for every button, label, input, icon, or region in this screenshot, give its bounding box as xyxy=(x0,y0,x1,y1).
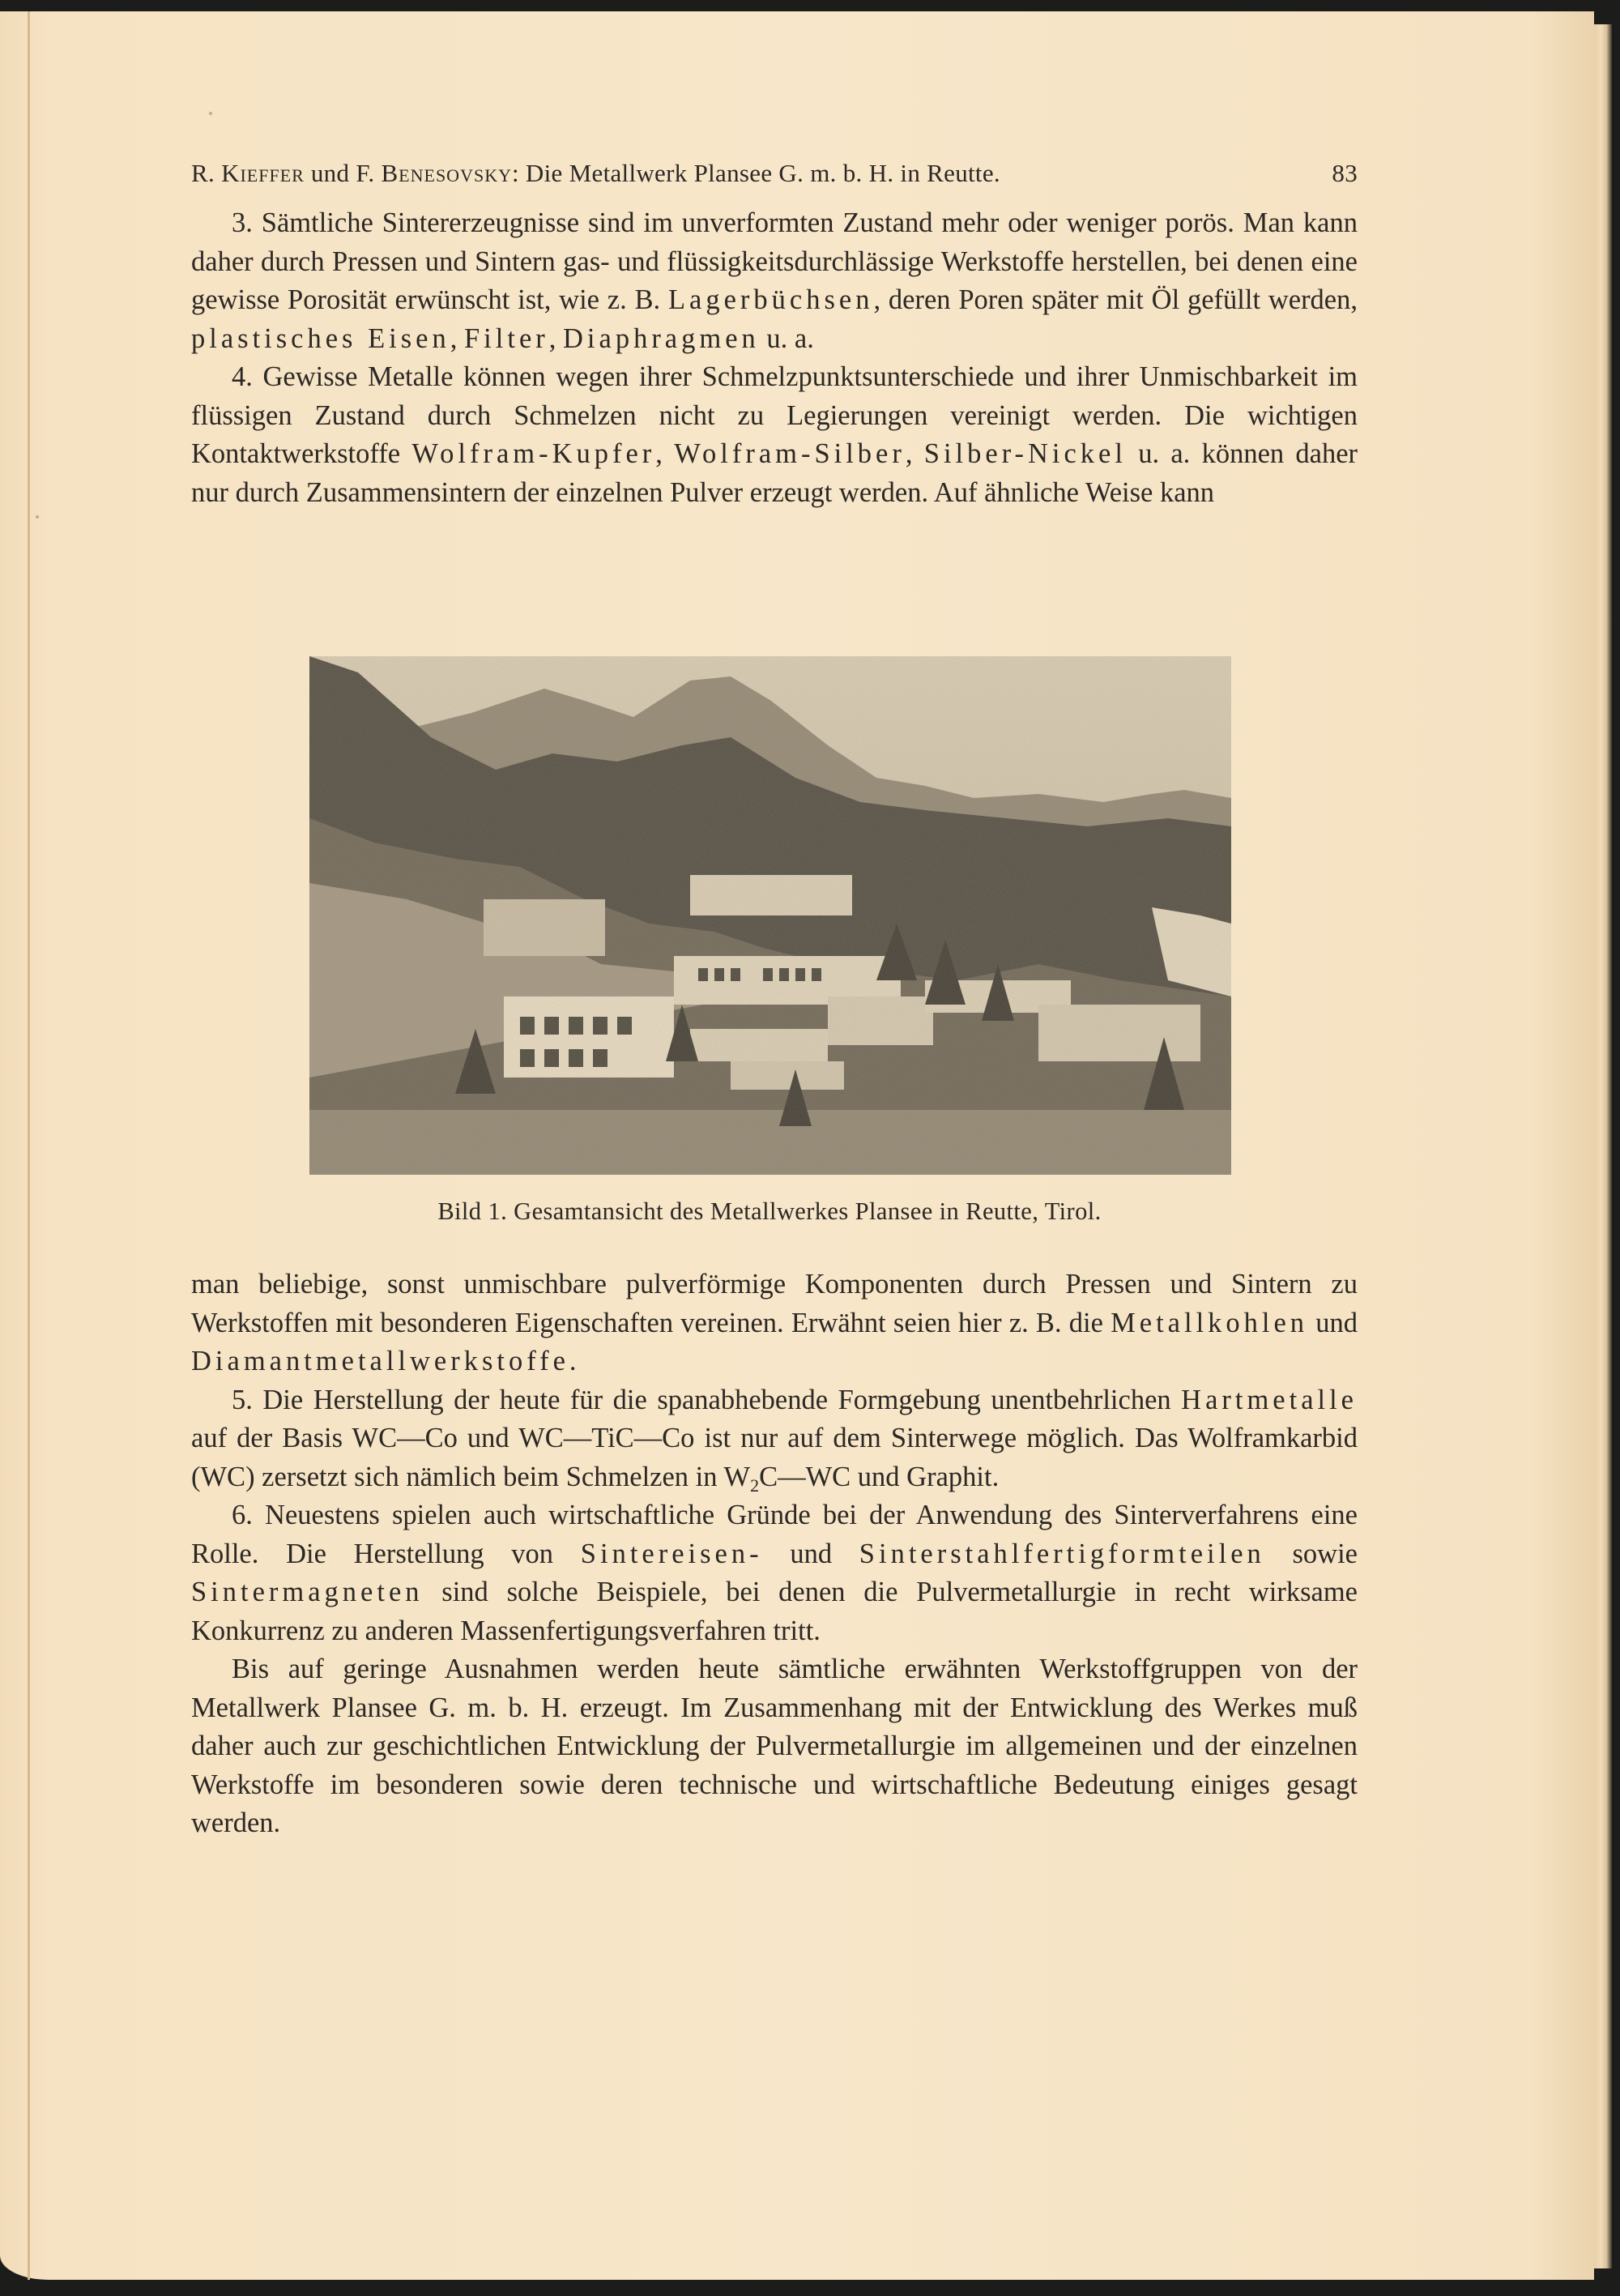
emphasis: Lagerbüchsen xyxy=(667,284,874,315)
emphasis: Diaphragmen xyxy=(563,322,760,354)
paper-speck xyxy=(209,112,212,115)
emphasis: Sintereisen- xyxy=(580,1538,763,1569)
emphasis: Wolfram-Silber xyxy=(674,438,906,469)
author-name: Benesovsky xyxy=(381,159,512,187)
body-text xyxy=(191,204,1358,512)
lower-text-block xyxy=(191,1265,1358,1843)
running-head xyxy=(191,159,1358,188)
paragraph-4-continued: man beliebige, sonst unmischbare pulverförmige Komponenten durch Pressen und Sintern zu Werkstoffen mit besonderen Eigenschaften vereinen. Erwähnt seien hier z. B. die Metallkohlen und Diamantmetallwerkstoffe. xyxy=(191,1269,1358,1376)
paragraph-5: 5. Die Herstellung der heute für die spanabhebende Formgebung unentbehrlichen Hartmetalle auf der Basis WC—Co und WC—TiC—Co ist nur auf dem Sinterwege möglich. Das Wolframkarbid (WC) zersetzt sich nämlich beim Schmelzen in $W_2C—WC$ und Graphit. xyxy=(191,1384,1358,1496)
paper-speck xyxy=(36,515,39,519)
emphasis: Wolfram-Kupfer xyxy=(411,438,656,469)
paragraph-7: Bis auf geringe Ausnahmen werden heute sämtliche erwähnten Werkstoffgruppen von der Metallwerk Plansee G. m. b. H. erzeugt. Im Zusammenhang mit der Entwicklung des Werkes muß daher auch zur geschichtlichen Entwicklung der Pulvermetallurgie im allgemeinen und der einzelnen Werkstoffe im besonderen sowie deren technische und wirtschaftliche Bedeutung einiges gesagt werden. xyxy=(191,1654,1358,1838)
emphasis: Diamantmetallwerkstoffe xyxy=(191,1346,569,1376)
emphasis: Sinterstahlfertigformteilen xyxy=(859,1538,1265,1569)
figure-photo-plansee-works xyxy=(309,656,1231,1175)
landscape-photo xyxy=(309,656,1231,1175)
emphasis: Silber-Nickel xyxy=(923,438,1127,469)
author-name: Kieffer xyxy=(221,159,305,187)
emphasis: Sintermagneten xyxy=(191,1577,424,1607)
upper-text-block xyxy=(191,159,1358,512)
subscript: 2 xyxy=(750,1474,760,1496)
emphasis: plastisches Eisen xyxy=(191,322,450,354)
page-edge xyxy=(1594,24,1612,2268)
emphasis: Filter xyxy=(464,322,549,354)
paragraph-6: 6. Neuestens spielen auch wirtschaftliche Gründe bei der Anwendung des Sinterverfahrens eine Rolle. Die Herstellung von Sintereisen- und Sinterstahlfertigformteilen sowie Sintermagneten sind solche Beispiele, bei denen die Pulvermetallurgie in recht wirksame Konkurrenz zu anderen Massenfertigungsverfahren tritt. xyxy=(191,1500,1358,1646)
emphasis: Hartmetalle xyxy=(1181,1384,1358,1415)
paragraph-3: 3. Sämtliche Sintererzeugnisse sind im unverformten Zustand mehr oder weniger porös. Man kann daher durch Pressen und Sintern gas- und flüssigkeitsdurchlässige Werkstoffe herstellen, bei denen eine gewisse Porosität erwünscht ist, wie z. B. Lagerbüchsen, deren Poren später mit Öl gefüllt werden, plastisches Eisen, Filter, Diaphragmen u. a. xyxy=(191,207,1358,354)
emphasis: Metallkohlen xyxy=(1111,1307,1309,1338)
page-number: 83 xyxy=(1332,159,1358,187)
figure-caption: Bild 1. Gesamtansicht des Metallwerkes Plansee in Reutte, Tirol. xyxy=(437,1197,1102,1225)
running-head-title: R. Kieffer und F. Benesovsky: Die Metallwerk Plansee G. m. b. H. in Reutte. xyxy=(191,159,1000,187)
binding-gutter xyxy=(28,11,30,2280)
paragraph-4: 4. Gewisse Metalle können wegen ihrer Schmelzpunktsunterschiede und ihrer Unmischbarkeit im flüssigen Zustand durch Schmelzen nicht zu Legierungen vereinigt werden. Die wichtigen Kontaktwerkstoffe Wolfram-Kupfer, Wolfram-Silber, Silber-Nickel u. a. können daher nur durch Zusammensintern der einzelnen Pulver erzeugt werden. Auf ähnliche Weise kann xyxy=(191,361,1358,508)
